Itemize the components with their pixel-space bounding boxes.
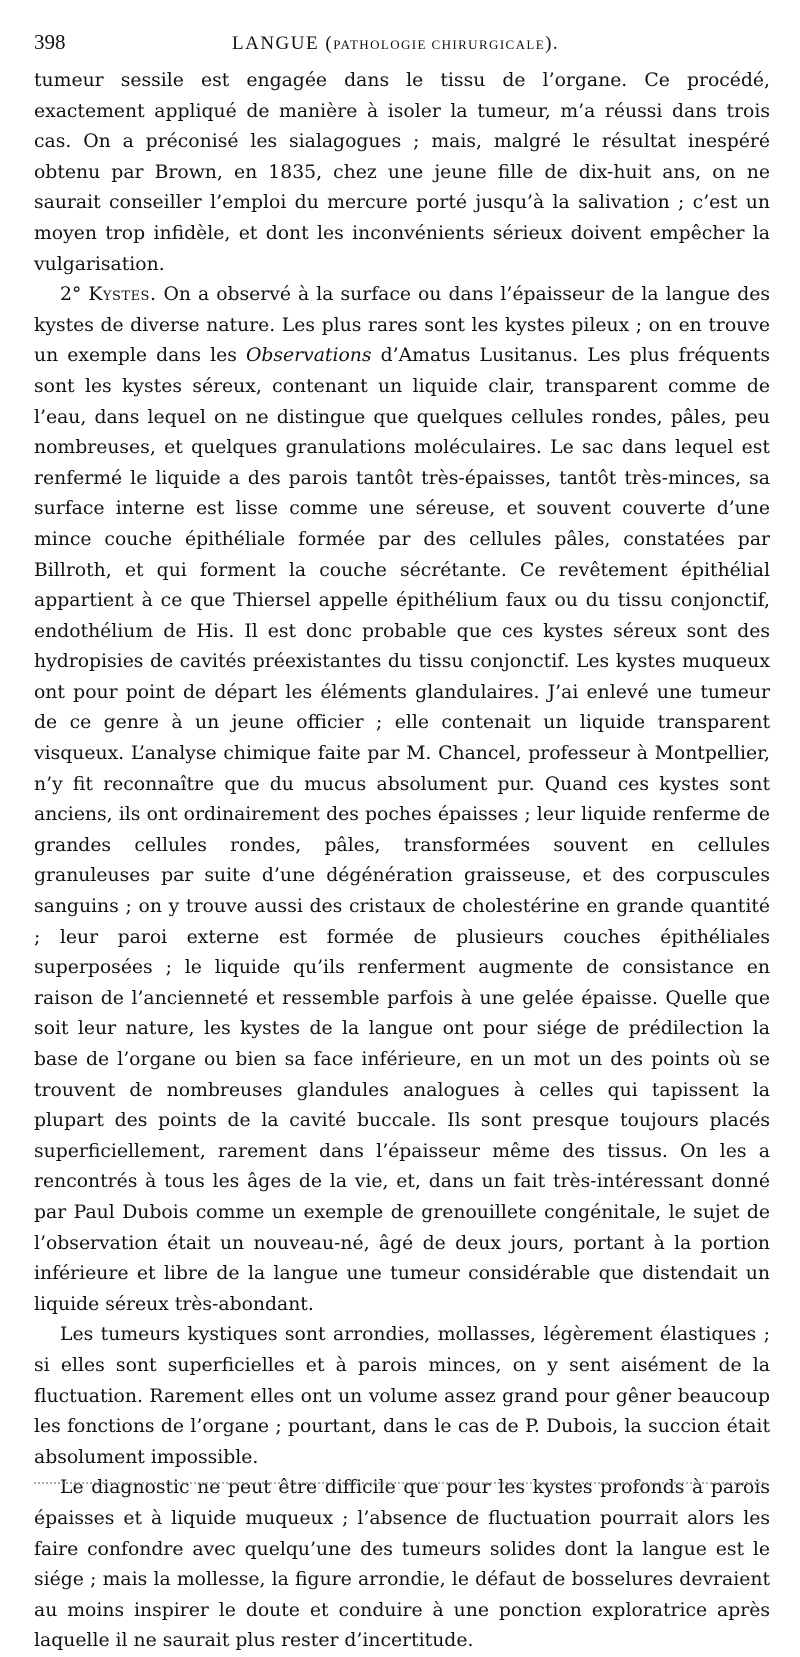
body-text bbox=[34, 66, 770, 1657]
page-number: 398 bbox=[34, 30, 66, 54]
running-title-sub: PATHOLOGIE CHIRURGICALE bbox=[333, 37, 546, 52]
footer-rule bbox=[34, 1482, 764, 1484]
paragraph-diagnostic: Le diagnostic ne peut être difficile que pour les kystes profonds à parois épaisses et à liquide muqueux ; l’absence de fluctuation pourrait alors les faire confondre avec quelqu’une des tumeurs solides dont la langue est le siége ; mais la mollesse, la figure arrondie, le défaut de bosselures devraient au moins inspirer le doute et conduire à une ponction exploratrice après laquelle il ne saurait plus rester d’incertitude. bbox=[34, 1477, 770, 1652]
running-title-end: ). bbox=[545, 33, 560, 54]
running-header bbox=[34, 30, 770, 56]
section-heading: Kystes. bbox=[88, 284, 157, 306]
paragraph-tumeurs-kystiques: Les tumeurs kystiques sont arrondies, mollasses, légèrement élastiques ; si elles sont superficielles et à parois minces, on y sent aisément de la fluctuation. Rarement elles ont un volume assez grand pour gêner beaucoup les fonctions de l’organe ; pourtant, dans le cas de P. Dubois, la succion était absolument impossible. bbox=[34, 1324, 770, 1468]
paragraph-text: On a observé à la surface ou dans l’épaisseur de la langue des kystes de diverse nature. Les plus rares sont les kystes pileux ; on en trouve un exemple dans les bbox=[34, 284, 770, 367]
running-title bbox=[232, 33, 559, 55]
paragraph-kystes bbox=[34, 280, 770, 1320]
paragraph-text: d’Amatus Lusitanus. Les plus fréquents sont les kystes séreux, contenant un liquide clair, transparent comme de l’eau, dans lequel on ne distingue que quelques cellules rondes, pâles, peu nombreuses, et quelques granulations moléculaires. Le sac dans lequel est renfermé le liquide a des parois tantôt très-épaisses, tantôt très-minces, sa surface interne est lisse comme une séreuse, et souvent couverte d’une mince couche épithéliale formée par des cellules pâles, constatées par Billroth, et qui forment la couche sécrétante. Ce revêtement épithélial appartient à ce que Thiersel appelle épithélium faux ou du tissu conjonctif, endothélium de His. Il est donc probable que ces kystes séreux sont des hydropisies de cavités préexistantes du tissu conjonctif. Les kystes muqueux ont pour point de départ les éléments glandulaires. J’ai enlevé une tumeur de ce genre à un jeune officier ; elle contenait un liquide transparent visqueux. L’analyse chimique faite par M. Chancel, professeur à Montpellier, n’y fit reconnaître que du mucus absolument pur. Quand ces kystes sont anciens, ils ont ordinairement des poches épaisses ; leur liquide renferme de grandes cellules rondes, pâles, transformées souvent en cellules granuleuses par suite d’une dégénération graisseuse, et des corpuscules sanguins ; on y trouve aussi des cristaux de cholestérine en grande quantité ; leur paroi externe est formée de plusieurs couches épithéliales superposées ; le liquide qu’ils renferment augmente de consistance en raison de l’ancienneté et ressemble parfois à une gelée épaisse. Quelle que soit leur nature, les kystes de la langue ont pour siége de prédilection la base de l’organe ou bien sa face inférieure, en un mot un des points où se trouvent de nombreuses glandules analogues à celles qui tapissent la plupart des points de la cavité buccale. Ils sont presque toujours placés superficiellement, rarement dans l’épaisseur même des tissus. On les a rencontrés à tous les âges de la vie, et, dans un fait très-intéressant donné par Paul Dubois comme un exemple de grenouillete congénitale, le sujet de l’observation était un nouveau-né, âgé de deux jours, portant à la portion inférieure et libre de la langue une tumeur considérable que distendait un liquide séreux très-abondant. bbox=[34, 345, 770, 1315]
section-number: 2° bbox=[60, 284, 82, 306]
running-title-main: LANGUE ( bbox=[232, 33, 334, 54]
italic-title: Observations bbox=[245, 345, 372, 367]
paragraph-continuation: tumeur sessile est engagée dans le tissu de l’organe. Ce procédé, exactement appliqué de manière à isoler la tumeur, m’a réussi dans trois cas. On a préconisé les sialagogues ; mais, malgré le résultat inespéré obtenu par Brown, en 1835, chez une jeune fille de dix-huit ans, on ne saurait conseiller l’emploi du mercure porté jusqu’à la salivation ; c’est un moyen trop infidèle, et dont les inconvénients sérieux doivent empêcher la vulgarisation. bbox=[34, 70, 770, 275]
